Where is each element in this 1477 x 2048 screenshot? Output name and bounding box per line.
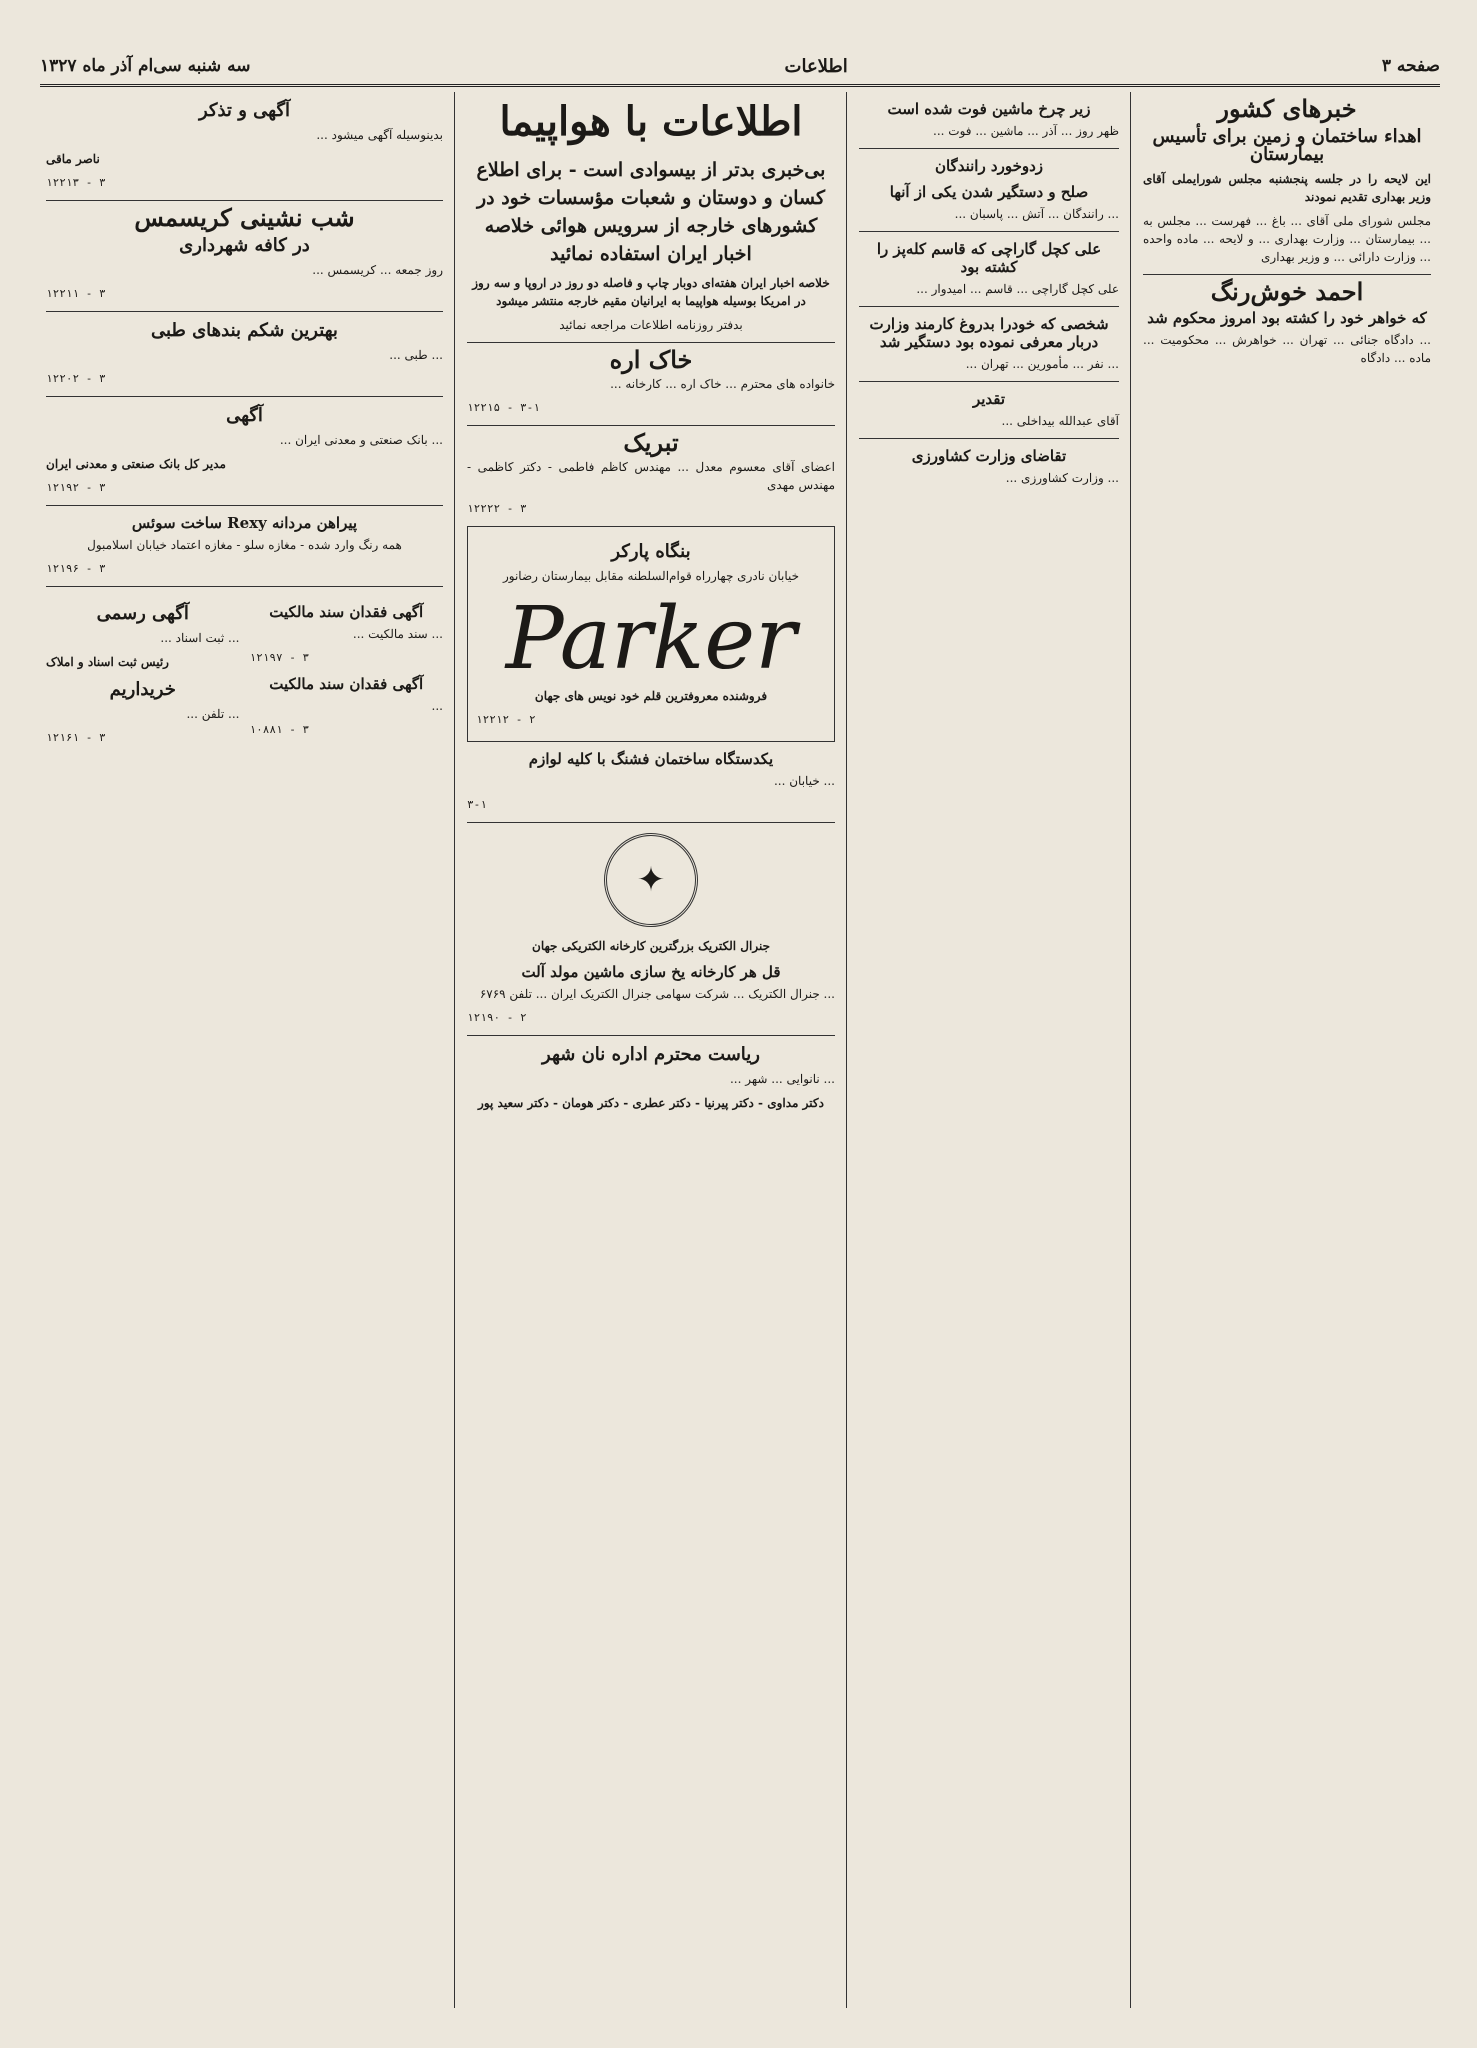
headline: تقاضای وزارت کشاورزی (911, 447, 1067, 465)
ad-text: بدفتر روزنامه اطلاعات مراجعه نمائید (559, 318, 743, 332)
parker-logo: Parker (505, 589, 797, 689)
ad-code: ۱۲۱۹۶ - ۳ (46, 562, 106, 575)
ad-code: ۱۲۲۱۳ - ۳ (46, 176, 106, 189)
article-body: مجلس شورای ملی آقای ... باغ ... فهرست ... مجلس به ... بیمارستان ... وزارت بهداری ... و لایحه ... ماده واحده ... وزارت دارائی ... و وزیر بهداری (1143, 214, 1431, 264)
column-4 (40, 92, 449, 2008)
column-2 (853, 92, 1125, 2008)
ad-headline: آگهی فقدان سند مالکیت (269, 603, 424, 621)
ad-text: ... سند مالکیت ... (352, 627, 443, 641)
ad-headline: اطلاعات با هواپیما (499, 98, 803, 145)
headline: علی کچل گاراچی که قاسم کله‌پز را کشته بود (876, 240, 1102, 276)
ad-text: ... خیابان ... (773, 774, 835, 788)
ad-headline: یکدستگاه ساختمان فشنگ با کلیه لوازم (528, 750, 774, 768)
article-body: ... نفر ... مأمورین ... تهران ... (965, 357, 1119, 371)
article-body: ... دادگاه جنائی ... تهران ... خواهرش ... محکومیت ... ماده ... دادگاه (1143, 333, 1431, 365)
ad-code: ۳-۱ (467, 798, 487, 811)
article-body: ... رانندگان ... آتش ... پاسبان ... (954, 207, 1119, 221)
ad-headline: خریداریم (109, 679, 176, 700)
column-1 (1137, 92, 1437, 2008)
article-body: ... وزارت کشاورزی ... (1005, 471, 1119, 485)
ad-text: جنرال الکتریک بزرگترین کارخانه الکتریکی جهان (532, 939, 770, 953)
lead: این لایحه را در جلسه پنجشنبه مجلس شورایملی آقای وزیر بهداری تقدیم نمودند (1143, 172, 1431, 204)
ad-text: ... تلفن ... (186, 707, 240, 721)
ad-headline: تبریک (623, 428, 679, 457)
signature: مدیر کل بانک صنعتی و معدنی ایران (46, 457, 226, 471)
ad-code: ۱۲۲۱۲ - ۲ (476, 713, 536, 726)
ad-headline: آگهی (226, 405, 263, 426)
ad-headline: شب نشینی کریسمس (134, 203, 355, 232)
article-body: علی کچل گاراچی ... قاسم ... امیدوار ... (916, 282, 1119, 296)
two-column-ads (46, 595, 443, 753)
ad-headline: قل هر کارخانه یخ سازی ماشین مولد آلت (521, 963, 781, 981)
ad-text: خانواده های محترم ... خاک اره ... کارخانه ... (610, 377, 835, 391)
subheadline: صلح و دستگیر شدن یکی از آنها (889, 183, 1089, 201)
ad-headline: پیراهن مردانه Rexy ساخت سوئس (131, 514, 358, 532)
signatures: دکتر مداوی - دکتر پیرنیا - دکتر عطری - دکتر هومان - دکتر سعید پور (478, 1096, 824, 1110)
signature: رئیس ثبت اسناد و املاک (46, 655, 169, 669)
page-number: صفحه ۳ (1381, 56, 1440, 76)
ad-text: بدینوسیله آگهی میشود ... (316, 128, 443, 142)
ge-logo: ✦ (604, 833, 698, 927)
parker-ad (467, 526, 835, 742)
ad-text: ... بانک صنعتی و معدنی ایران ... (279, 433, 443, 447)
ad-headline: ریاست محترم اداره نان شهر (542, 1044, 760, 1065)
issue-date: سه شنبه سی‌ام آذر ماه ۱۳۲۷ (40, 56, 251, 76)
ad-headline: آگهی و تذکر (198, 100, 291, 121)
ad-code: ۱۰۸۸۱ - ۳ (249, 723, 310, 736)
ad-code: ۱۲۱۹۰ - ۲ (467, 1011, 527, 1024)
subheadline: اهداء ساختمان و زمین برای تأسیس بیمارستان (1152, 126, 1422, 165)
subheadline: که خواهر خود را کشته بود امروز محکوم شد (1147, 309, 1427, 327)
ad-code: ۱۲۱۶۱ - ۳ (46, 731, 106, 744)
headline: خبرهای کشور (1217, 94, 1357, 123)
ad-headline: آگهی فقدان سند مالکیت (269, 675, 424, 693)
ad-headline: بهترین شکم بندهای طبی (151, 320, 338, 341)
ad-code: ۱۲۱۹۷ - ۳ (249, 651, 310, 664)
ad-text: ... طبی ... (389, 348, 443, 362)
masthead (40, 48, 1440, 87)
headline: تقدیر (972, 390, 1006, 408)
headline: زیر چرخ ماشین فوت شده است (887, 100, 1091, 118)
paper-name: اطلاعات (784, 55, 848, 77)
ad-code: ۱۲۲۱۱ - ۳ (46, 287, 106, 300)
ad-text: فروشنده معروفترین قلم خود نویس های جهان (534, 689, 768, 703)
ad-text: ... نانوایی ... شهر ... (729, 1072, 835, 1086)
ad-code: ۱۲۲۲۲ - ۳ (467, 502, 527, 515)
ad-text: خیابان نادری چهارراه قوام‌السلطنه مقابل بیمارستان رضانور (502, 569, 800, 583)
ad-text: همه رنگ وارد شده - مغازه سلو - مغازه اعتماد خیابان اسلامبول (87, 538, 402, 552)
ad-code: ۱۲۲۱۵ - ۳-۱ (467, 401, 540, 414)
ad-code: ۱۲۲۰۲ - ۳ (46, 372, 106, 385)
ad-lead: بی‌خبری بدتر از بیسوادی است - برای اطلاع کسان و دوستان و شعبات مؤسسات خود در کشورهای خارجه از سرویس هوائی خلاصه اخبار ایران استفاده نمائید (476, 159, 826, 265)
signature: ناصر ماقی (46, 152, 100, 166)
headline: شخصی که خودرا بدروغ کارمند وزارت دربار معرفی نموده بود دستگیر شد (869, 315, 1109, 351)
headline: احمد خوش‌رنگ (1210, 277, 1364, 306)
article-body: آقای عبدالله‌ بیداخلی ... (1001, 414, 1119, 428)
ad-text: روز جمعه ... کریسمس ... (312, 263, 443, 277)
article-body: ظهر روز ... آذر ... ماشین ... فوت ... (933, 124, 1119, 138)
ad-text: خلاصه اخبار ایران هفته‌ای دوبار چاپ و فاصله دو روز در اروپا و سه روز در امریکا بوسیله هواپیما به ایرانیان مقیم خارجه منتشر میشود (472, 276, 830, 308)
ad-text: ... (431, 699, 443, 713)
ad-code: ۱۲۱۹۲ - ۳ (46, 481, 106, 494)
column-3 (461, 92, 841, 2008)
ad-headline: آگهی رسمی (96, 603, 189, 624)
headline: زدوخورد رانندگان (934, 157, 1044, 175)
ad-text: اعضای آقای معسوم معدل ... مهندس کاظم فاطمی - دکتر کاظمی - مهندس مهدی (467, 460, 835, 492)
ad-headline: خاک اره (609, 345, 693, 374)
ad-text: ... جنرال الکتریک ... شرکت سهامی جنرال الکتریک ایران ... تلفن ۶۷۶۹ (479, 987, 835, 1001)
ad-subheadline: در کافه شهرداری (179, 235, 310, 256)
ad-headline: بنگاه پارکر (611, 541, 691, 562)
ad-text: ... ثبت اسناد ... (160, 631, 240, 645)
